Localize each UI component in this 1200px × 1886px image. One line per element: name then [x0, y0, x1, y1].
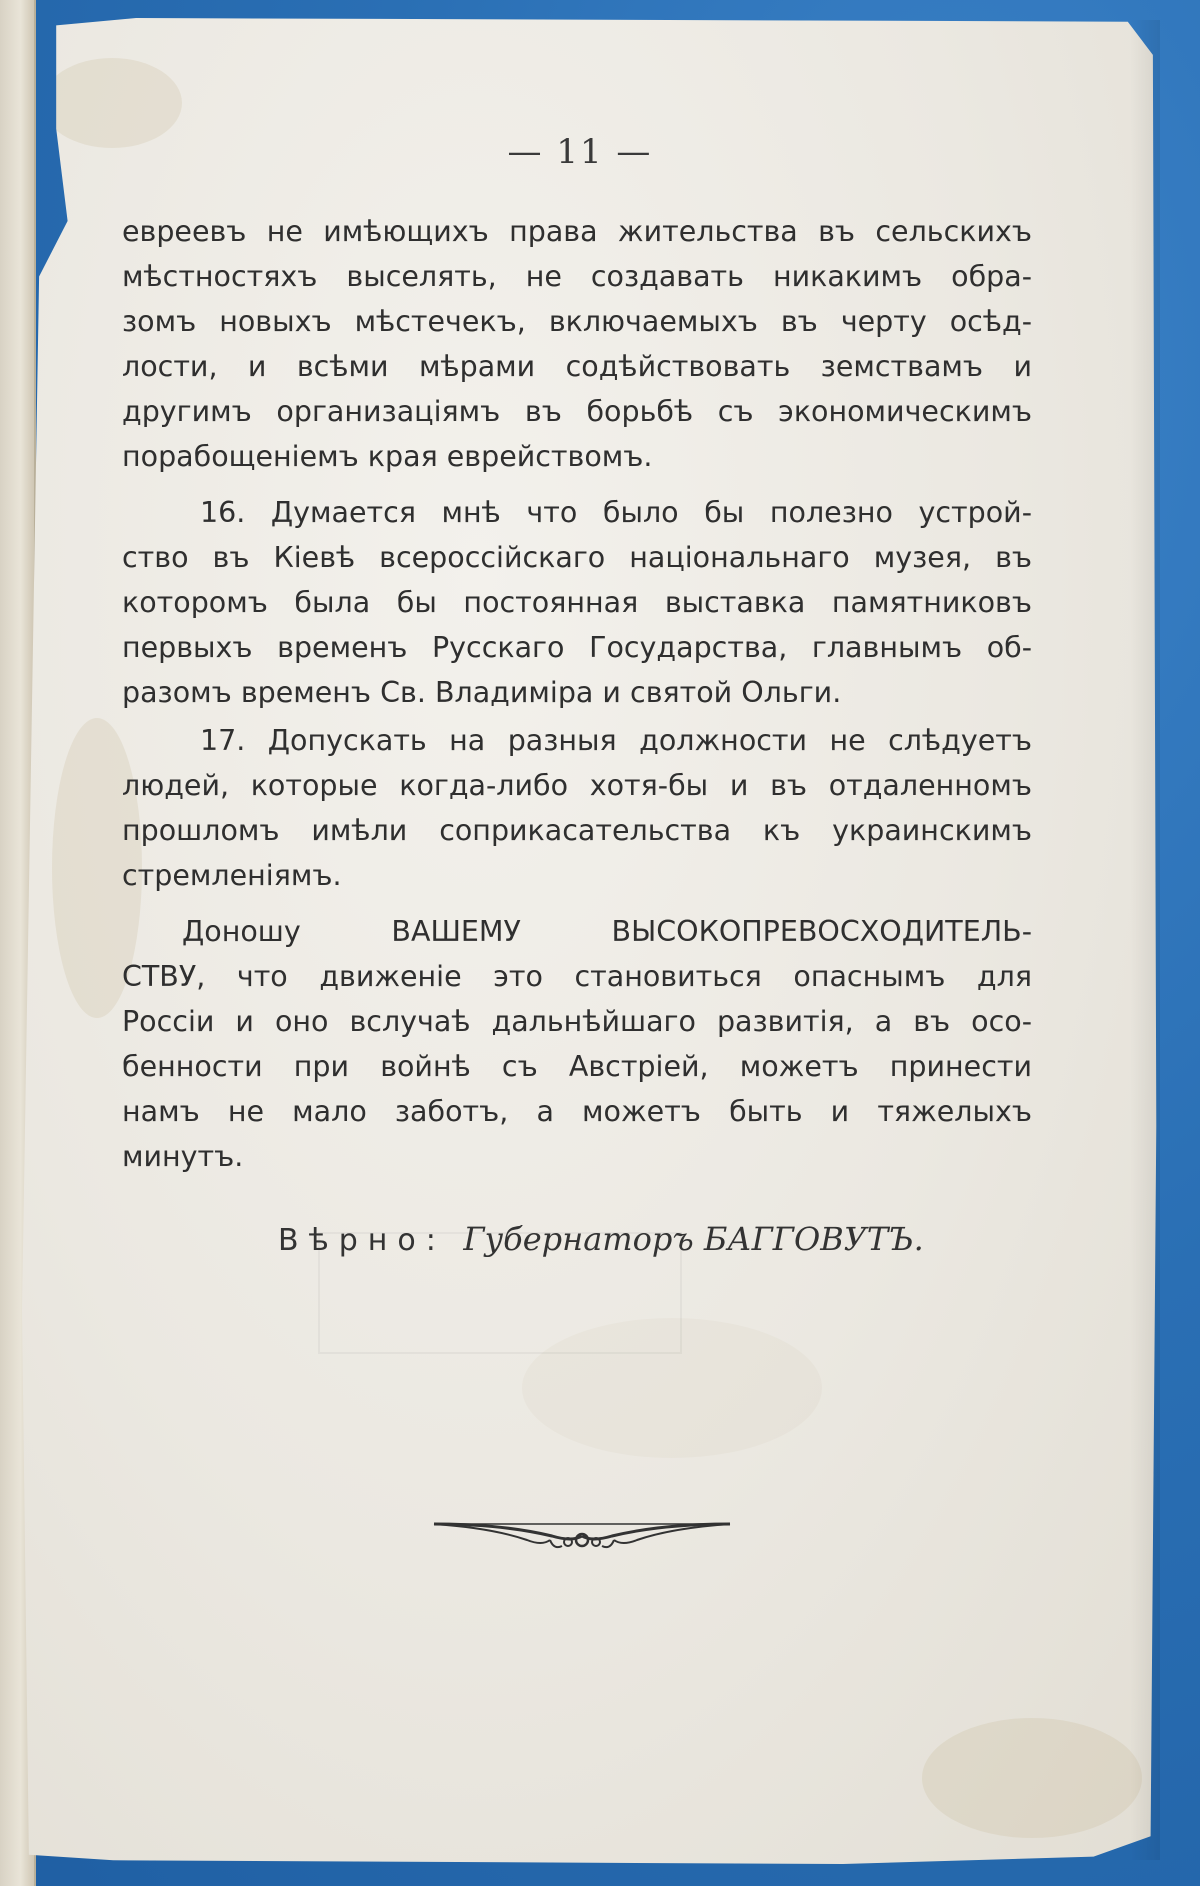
text-line: другимъ организаціямъ въ борьбѣ съ экономическимъ [122, 395, 1032, 428]
text-line: прошломъ имѣли соприкасательства къ украинскимъ [122, 814, 1032, 847]
text-line: первыхъ временъ Русскаго Государства, главнымъ об- [122, 631, 1032, 664]
text-line: СТВУ, что движеніе это становиться опаснымъ для [122, 960, 1032, 993]
text-line: евреевъ не имѣющихъ права жительства въ сельскихъ [122, 215, 1032, 248]
text-line: зомъ новыхъ мѣстечекъ, включаемыхъ въ черту осѣд- [122, 305, 1032, 338]
text-line: разомъ временъ Св. Владиміра и святой Ольги. [122, 676, 842, 709]
text-line: намъ не мало заботъ, а можетъ быть и тяжелыхъ [122, 1095, 1032, 1128]
signature-lead: Вѣрно: [278, 1223, 446, 1258]
text-line: людей, которые когда-либо хотя-бы и въ отдаленномъ [122, 769, 1032, 802]
ornament-divider-icon [432, 1510, 732, 1558]
text-line: стремленіямъ. [122, 859, 342, 892]
text-line: 16. Думается мнѣ что было бы полезно устрой- [200, 496, 1032, 529]
text-line: ство въ Кіевѣ всероссійскаго національнаго музея, въ [122, 541, 1032, 574]
text-line: Россіи и оно вслучаѣ дальнѣйшаго развитія, а въ осо- [122, 1005, 1032, 1038]
text-line: минутъ. [122, 1140, 244, 1173]
page-number: — 11 — [507, 132, 653, 172]
text-line: мѣстностяхъ выселять, не создавать никакимъ обра- [122, 260, 1032, 293]
text-line: лости, и всѣми мѣрами содѣйствовать земствамъ и [122, 350, 1032, 383]
signature-line [278, 1220, 924, 1258]
text-line: 17. Допускать на разныя должности не слѣдуетъ [200, 724, 1032, 757]
text-line: которомъ была бы постоянная выставка памятниковъ [122, 586, 1032, 619]
text-line: бенности при войнѣ съ Австріей, можетъ принести [122, 1050, 1032, 1083]
signature-name: Губернаторъ БАГГОВУТЪ. [463, 1220, 924, 1258]
text-line: Доношу ВАШЕМУ ВЫСОКОПРЕВОСХОДИТЕЛЬ- [182, 915, 1032, 948]
text-line: порабощеніемъ края еврействомъ. [122, 440, 653, 473]
